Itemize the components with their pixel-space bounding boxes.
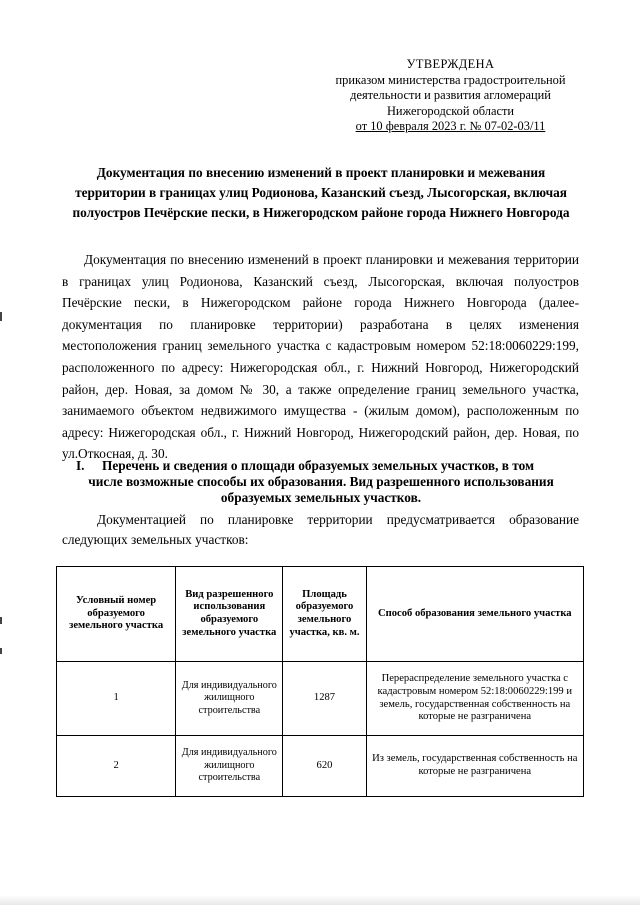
approval-line-4: Нижегородской области: [386, 103, 514, 118]
intro-paragraph: Документация по внесению изменений в проект планировки и межевания территории в границах улиц Родионова, Казанский съезд, Лысогорская, включая полуостров Печёрские пески, в Нижегородском районе города Нижнего Новгорода (далее-документация по планировке территории) разработана в целях изменения местоположения границ земельного участка с кадастровым номером 52:18:0060229:199, расположенного по адресу: Нижегородская обл., г. Нижний Новгород, Нижегородский район, дер. Новая, за домом № 30, а также определение границ земельного участка, занимаемого объектом недвижимого имущества - (жилым домом), расположенным по адресу: Нижегородская обл., г. Нижний Новгород, Нижегородский район, дер. Новая, по ул.Откосная, д. 30.: [62, 252, 579, 462]
table-row: [57, 662, 584, 736]
approval-block: [318, 57, 583, 135]
header-permitted-use: Вид разрешенного использования образуемого земельного участка: [176, 567, 283, 662]
scan-bottom-edge: [0, 895, 640, 905]
cell-permitted-use: Для индивидуального жилищного строительства: [176, 736, 283, 797]
cell-plot-number: 1: [57, 662, 176, 736]
scan-margin-mark: [0, 648, 2, 654]
table-row: [57, 736, 584, 797]
header-plot-number: Условный номер образуемого земельного участка: [57, 567, 176, 662]
table-header-row: [57, 567, 584, 662]
document-title: Документация по внесению изменений в проект планировки и межевания территории в границах улиц Родионова, Казанский съезд, Лысогорская, включая полуостров Печёрские пески, в Нижегородском районе города Нижнего Новгорода: [72, 165, 570, 221]
approval-date: от 10 февраля 2023 г. № 07-02-03/11: [355, 119, 546, 134]
cell-area: 1287: [283, 662, 366, 736]
approval-line-2: приказом министерства градостроительной: [335, 72, 566, 87]
scan-margin-mark: [0, 312, 2, 321]
cell-area: 620: [283, 736, 366, 797]
cell-formation-method: Из земель, государственная собственность на которые не разграничена: [366, 736, 583, 797]
section-heading: [62, 458, 580, 506]
cell-permitted-use: Для индивидуального жилищного строительства: [176, 662, 283, 736]
header-formation-method: Способ образования земельного участка: [366, 567, 583, 662]
approval-line-3: деятельности и развития агломераций: [350, 88, 551, 103]
approval-heading: УТВЕРЖДЕНА: [406, 57, 495, 71]
section-number: I.: [76, 458, 85, 473]
cell-formation-method: Перераспределение земельного участка с кадастровым номером 52:18:0060229:199 и земель, государственная собственность на которые не разграничена: [366, 662, 583, 736]
section-heading-rest: числе возможные способы их образования. Вид разрешенного использования образуемых земельных участков.: [88, 474, 554, 505]
land-plots-table: [56, 566, 584, 797]
lead-paragraph: Документацией по планировке территории предусматривается образование следующих земельных участков:: [62, 512, 579, 548]
scan-margin-mark: [0, 617, 2, 624]
header-area: Площадь образуемого земельного участка, кв. м.: [283, 567, 366, 662]
section-heading-line1: Перечень и сведения о площади образуемых земельных участков, в том: [102, 458, 535, 473]
cell-plot-number: 2: [57, 736, 176, 797]
